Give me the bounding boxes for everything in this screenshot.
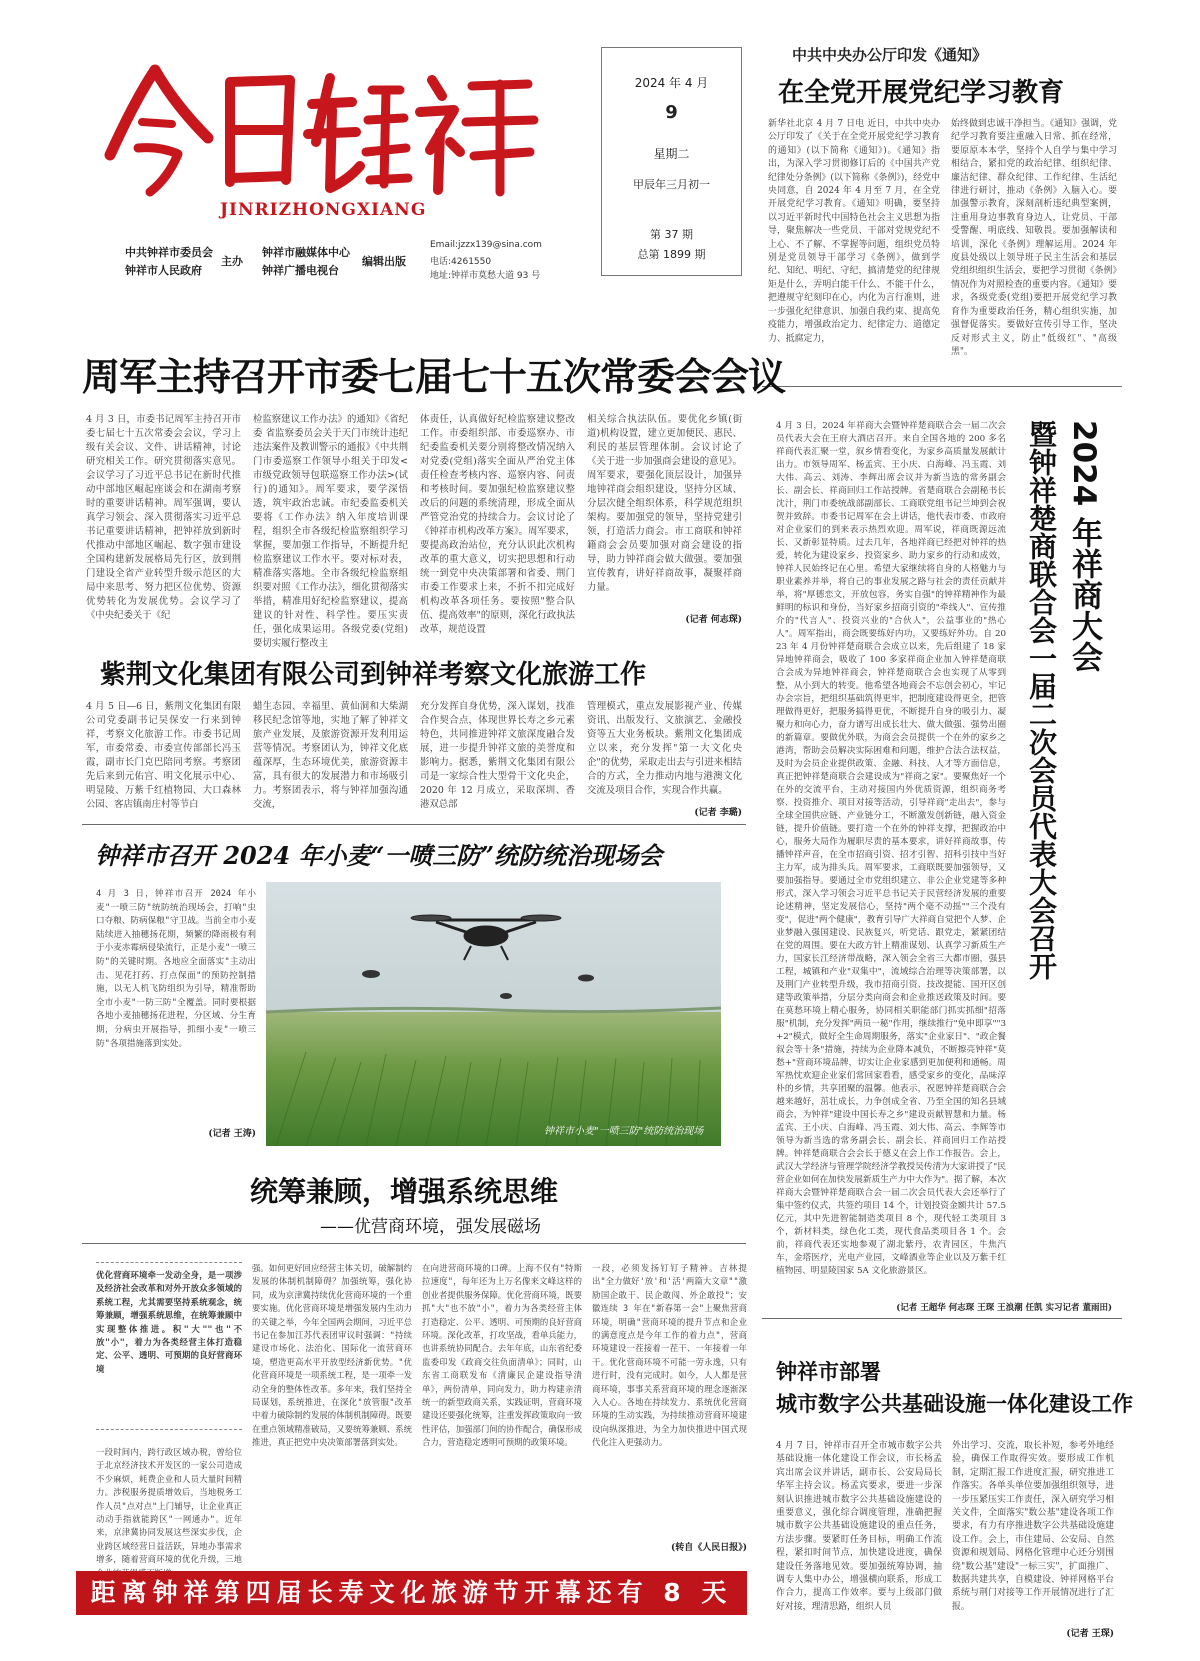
story-comment-col-2: 强。如何更好回应经营主体关切，破解制约发展的体制机制障碍？加强统筹，强化协同，成为京津冀持续优化营商环境的一个重要实施。优化营商环境是增强发展内生动力的关键之举，今年全国两会期间，习近平总书记在参加江苏代表团审议时强调："持续建设市场化、法治化、国际化一流营商环境，塑造更高水平开放型经济新优势。"优化营商环境是一项系统工程，是一项牵一发动全身的整体性改革。多年来，我们坚持全局谋划，系统推进，在深化"放管服"改革中着力破除制约发展的体制机制障碍。既要在重点领域精准破局，又要统筹兼顾、系统推进，真正把党中央决策部署落到实处。 <box>252 1263 412 1448</box>
story-business-byline: (记者 王超华 何志琛 王琛 王浪潮 任凯 实习记者 董雨田) <box>896 1303 1112 1313</box>
story-infra-col-1: 4 月 7 日，钟祥市召开全市城市数字公共基础设施一体化建设工作会议，市长杨孟宾出席会议并讲话，副市长、公安局局长华军主持会议。杨孟宾要求，要进一步深刻认识推进城市数字公共基础设施建设的重要意义，强化综合调度管理，准确把握城市数字公共基础设施建设的重点任务，方法步骤。要紧盯任务目标，明确工作流程，紧扣时间节点，加快建设进度，确保建设任务落地见效。要加强统筹协调，抽调专人集中办公，增强横向联系，形成工作合力，提高工作效率。要与上级部门做好对接，理清思路，组织人员 <box>776 1441 942 1612</box>
story-culture-col-3: 充分发挥自身优势，深入谋划，找准合作契合点，体现世界长寿之乡元素特色，共同推进钟祥文旅深度融合发展，进一步提升钟祥文旅的美誉度和影响力。据悉，紫荆文化集团有限公司是一家综合性大型骨干文化央企，2020 年 12 月成立，采取深圳、香港双总部 <box>420 701 575 810</box>
story-meeting-title: 周军主持召开市委七届七十五次常委会会议 <box>82 355 786 399</box>
story-meeting-col-2: 检监察建议工作办法》的通知》《省纪委 省监察委员会关于天门市统计违纪违法案件及教训警示的通报》《中共荆门市委巡察工作领导小组关于印发<市级党政领导包联巡察工作办法>(试行)的通知》。周军要求，要学深悟透，筑牢政治忠诚。市纪委监委机关要将《工作办法》纳入年度培训课程，组织全市各级纪检监察组织学习掌握，要加强工作指导，不断提升纪检监察建议工作水平。要对标对表，精准落实落地。全市各级纪检监察组织要对照《工作办法》，细化贯彻落实举措，精准用好纪检监察建议，提高建议的针对性、科学性。要压实责任，强化成果运用。各级党委(党组)要切实履行整改主 <box>253 414 408 649</box>
contact-email: Email:jzzx139@sina.com <box>430 240 542 250</box>
story-meeting-col-3: 体责任，认真做好纪检监察建议整改工作。市委组织部、市委巡察办、市纪委监委机关要分别将整改情况纳入对党委(党组)落实全面从严治党主体责任检查考核内容、巡察内容、问责和考核时间。要加强纪检监察建议整改后的问题的系统清理，形成全面从严管党治党的持续合力。会议讨论了《钟祥市机构改革方案》。周军要求，要提高政治站位，充分认识此次机构改革的重大意义，切实把思想和行动统一到党中央决策部署和省委、荆门市委工作要求上来，不折不扣完成好机构改革各项任务。要按照"整合队伍、提高效率"的原则，深化行政执法改革，规范设置 <box>420 414 575 635</box>
story-party-col-1: 新华社北京 4 月 7 日电 近日，中共中央办公厅印发了《关于在全党开展党纪学习教育的通知》(以下简称《通知》)。《通知》指出，为深入学习贯彻修订后的《中国共产党纪律处分条例》(以下简称《条例》)，经党中央同意，自 2024 年 4 月至 7 月，在全党开展党纪学习教育。《通知》明确，要坚持以习近平新时代中国特色社会主义思想为指导，聚焦解决一些党员、干部对党规党纪不上心、不了解、不掌握等问题，组织党员特别是党员领导干部学习《条例》，做到学纪、知纪、明纪、守纪，搞清楚党的纪律规矩是什么，弄明白能干什么、不能干什么，把遵规守纪刻印在心，内化为言行准则，进一步强化纪律意识、加强自我约束、提高免疫能力，增强政治定力、纪律定力、道德定力、抵腐定力， <box>768 119 940 344</box>
story-infra-byline: (记者 王琛) <box>1066 1629 1114 1639</box>
divider <box>82 824 746 825</box>
photo-caption: 钟祥市小麦"一喷三防"统防统治现场 <box>544 1126 704 1137</box>
story-culture-byline: (记者 李璐) <box>694 808 742 818</box>
story-comment-lead: 优化营商环境牵一发动全身，是一项涉及经济社会改革和对外开放众多领域的系统工程，尤其需要坚持系统观念，统筹兼顾，增强系统思维，在统筹兼顾中实现整体推进。积"大""也"不放"小"，着力为各类经营主体打造稳定、公平、透明、可预期的良好营商环境 <box>96 1270 242 1374</box>
story-comment-title: 统筹兼顾，增强系统思维 <box>250 1175 559 1208</box>
story-infra-col-2: 外出学习、交流，取长补短，参考外地经验，确保工作取得实效。要形成工作机制，定期汇报工作进度汇报，研究推进工作落实。各单头单位要加强组织领导，进一步压紧压实工作责任，深入研究学习相关文件，全面落实"数公基"建设各项工作要求，有力有序推进数字公共基础设施建设工作。会上，市住建局、公安局、自然资源和规划局、网格化管理中心还分别围绕"数公基"建设"一标三实"，扩面推广、数据共建共享，自模建设、钟祥网格平台系统与荆门对接等工作开展情况进行了汇报。 <box>952 1441 1114 1612</box>
story-culture-title: 紫荆文化集团有限公司到钟祥考察文化旅游工作 <box>100 660 647 690</box>
story-comment-lead-box <box>96 1262 242 1430</box>
divider <box>762 1318 1122 1319</box>
publisher-line-2: 钟祥广播电视台 <box>262 264 339 277</box>
date-day: 9 <box>665 102 678 123</box>
story-party-kicker: 中共中央办公厅印发《通知》 <box>792 46 988 64</box>
story-comment-col-4: 一段，必须发扬钉钉子精神。吉林提出"全力做好'放'和'活'两篇大文章""激励国企敢干、民企敢闯、外企敢投"；安徽连续 3 年在"新春第一会"上聚焦营商环境，明确"营商环境的提升节点和企业的满意度点是今年工作的着力点"，营商环境建设一茬接着一茬干、一年接着一年干。优化营商环境不可能一劳永逸，只有进行时，没有完成时。如今，人人都是营商环境，事事关系营商环境的理念逐渐深入人心。各地在持续发力、系统优化营商环境的生动实践，为持续推动营商环境建设向纵深推进，为全力加快推进中国式现代化注入更强动力。 <box>592 1263 747 1448</box>
story-party-title: 在全党开展党纪学习教育 <box>778 78 1065 108</box>
story-meeting-col-1: 4 月 3 日，市委书记周军主持召开市委七届七十五次常委会会议，学习上级有关会议、文件、讲话精神，讨论研究相关工作。研究贯彻落实意见。会议学习了习近平总书记在新时代推动中部地区崛起座谈会和在湖南考察时的重要讲话精神。周军强调，要认真学习领会、深入贯彻落实习近平总书记重要讲话精神，把钟祥放到新时代推动中部地区崛起、数字强市建设全国构建新发展格局先行区，放到荆门建设全省产业转型升级示范区的大局中来思考、努力把区位优势、资源优势转化为发展优势。会议学习了《中央纪委关于《纪 <box>86 414 241 621</box>
date-lunar: 甲辰年三月初一 <box>633 178 710 191</box>
story-business-title-line-1: 2024 年祥商大会 <box>1066 420 1102 673</box>
masthead-pinyin: JINRIZHONGXIANG <box>220 200 427 220</box>
date-weekday: 星期二 <box>653 147 690 161</box>
sponsor-role: 主办 <box>221 255 243 268</box>
sponsor-line-2: 钟祥市人民政府 <box>125 264 202 277</box>
story-comment-byline: (转自《人民日报》) <box>670 1543 747 1553</box>
contact-address: 地址:钟祥市莫愁大道 93 号 <box>430 271 541 281</box>
issue-number: 第 37 期 <box>650 228 693 241</box>
story-party-col-2: 始终做到忠诚干净担当。《通知》强调，党纪学习教育要注重融入日常、抓在经常，要原原本本学，坚持个人自学与集中学习相结合，紧扣党的政治纪律、组织纪律、廉洁纪律、群众纪律、工作纪律、生活纪律进行研讨，推动《条例》入脑入心。要加强警示教育，深刻剖析违纪典型案例，注重用身边事教育身边人，让党员、干部受警醒、明底线、知敬畏。要加强解读和培训，深化《条例》理解运用。2024 年度县处级以上领导班子民主生活会和基层党组织组织生活会，要把学习贯彻《条例》情况作为对照检查的重要内容。《通知》要求，各级党委(党组)要把开展党纪学习教育作为重要政治任务，精心组织实施，加强督促落实。要做好宣传引导工作，坚决反对形式主义，防止"低级红"、"高级黑"。 <box>951 119 1117 357</box>
sponsor-line-1: 中共钟祥市委员会 <box>125 246 213 259</box>
date-year-month: 2024 年 4 月 <box>634 76 709 90</box>
story-wheat-title: 钟祥市召开 2024 年小麦“一喷三防”统防统治现场会 <box>95 841 663 870</box>
story-culture-col-2: 蜡生态园、幸福里、黄仙洞和大柴湖移民纪念馆等地，实地了解了钟祥文旅产业发展，及旅游资源开发利用运营等情况。考察团认为，钟祥文化底蕴深厚，生态环境优美，旅游资源丰富，具有很大的发展潜力和市场吸引力。考察团表示，将与钟祥加强沟通交流， <box>253 701 408 810</box>
story-meeting-byline: (记者 何志琛) <box>685 615 742 625</box>
story-infra-title-line-2: 城市数字公共基础设施一体化建设工作 <box>776 1391 1133 1416</box>
story-wheat-byline: (记者 王涛) <box>208 1129 256 1139</box>
story-comment-col-1: 一段时间内，跨行政区域办税，曾给位于北京经济技术开发区的一家公司造成不少麻烦，耗费企业和人员大量时间精力。涉税服务提质增效后，当地税务工作人员"点对点"上门辅导，让企业真正动动手指就能跨区"一网通办"。近年来，京津冀协同发展这些深实步伐，企业跨区域经营日益活跃，异地办事需求增多，随着营商环境的优化升级，三地 <box>96 1447 242 1565</box>
issue-total: 总第 1899 期 <box>637 248 706 261</box>
wheat-field-photo <box>266 882 721 1146</box>
story-business-title-line-2: 暨钟祥楚商联合会一届二次会员代表大会召开 <box>1025 420 1058 980</box>
story-meeting-col-4: 相关综合执法队伍。要优化乡镇(街道)机构设置，建立更加便民、惠民、利民的基层管理体制。会议讨论了《关于进一步加强商会建设的意见》。周军要求，要强化顶层设计，加强异地钟祥商会组织建设，坚持分区域、分层次健全组织体系，科学规范组织架构。要加强党的领导，坚持党建引领，打造活力商会。市工商联和钟祥籍商会会员要加强对商会建设的指导，助力钟祥商会做大做强。要加强宣传教育，讲好祥商故事，凝聚祥商力量。 <box>587 414 742 593</box>
contact-phone: 电话:4261550 <box>430 257 492 267</box>
story-comment-col-3: 在向进营商环境的口碑。上海不仅有"特斯拉速度"，每年还为上万名像来文峰这样的创业者提供服务保障。优化营商环境，既要抓"大"也不放"小"，着力为各类经营主体打造稳定、公平、透明、可预期的良好营商环境。深化改革，打攻坚战，看单兵能力，也讲系统协同配合。去年年底，山东省纪委监委印发《政商交往负面清单》；同时，山东省工商联发布《清廉民企建设指导清单》，两份清单，同向发力，助力构建亲清统一的新型政商关系，实践证明，营商环境建设还要强化统筹，注重发挥政策取向一致性评估，加强部门间的协作配合，确保形成合力，营造稳定透明可预期的政策环境。 <box>422 1263 582 1448</box>
festival-countdown-banner: 距离钟祥第四届长寿文化旅游节开幕还有 8 天 <box>76 1571 747 1615</box>
story-wheat-body: 4 月 3 日，钟祥市召开 2024 年小麦"一喷三防"统防统治现场会，打响"虫口夺粮、防病保粮"守卫战。当前全市小麦陆续进入抽穗扬花期，频繁的降雨极有利于小麦赤霉病侵染流行，正是小麦"一喷三防"的关键时期。各地应全面落实"主动出击、见花打药、打点保面"的预防控制措施，以无人机飞防组织为引导，精准帮助全市小麦"一防三防"全覆盖。同时要根据各地小麦抽穗扬花进程，分区域、分生育期，分病虫开展指导，抓细小麦"一喷三防"各项措施落到实处。 <box>96 889 256 1049</box>
story-comment-subtitle: ——优营商环境，强发展磁场 <box>320 1217 541 1237</box>
divider <box>82 1243 746 1244</box>
publisher-line-1: 钟祥市融媒体中心 <box>262 246 350 259</box>
date-box <box>601 47 742 276</box>
divider <box>762 386 1122 387</box>
story-business-body: 4 月 3 日，2024 年祥商大会暨钟祥楚商联合会一届二次会员代表大会在王府大酒店召开。来自全国各地的 200 多名祥商代表汇聚一堂，叙乡情看变化，为家乡高质量发展献计出力。市领导周军、杨孟宾、王小庆、白海峰、冯玉霞、刘大伟、高云、刘涛、李辉出席会议并为新当选的常务副会长、副会长、祥商回归工作站授牌。省楚商联合会副秘书长沈汁，荆门市委统战部副部长、工商联党组书记兰坤到会祝贺并致辞。市委书记周军在会上讲话，他代表市委、市政府对企业家们的到来表示热烈欢迎。周军说，祥商既源远流长、又新彰显特质。过去几年，各地祥商已经把对钟祥的热爱，转化为建设家乡、投资家乡、助力家乡的行动和成效，钟祥人民始终记在心里。希望大家继续将自身的人格魅力与职业素养并举，将自己的事业发展之路与社会的责任贡献并举，将"厚德恋文，开放包容，务实自强"的钟祥精神作为最鲜明的标识和身份，当好家乡招商引资的"牵线人"、宣传推介的"代言人"、投资兴业的"合伙人"，公益事业的"热心人"。周军指出，商会既要练好内功，又要练好外功。自 2023 年 4 月份钟祥楚商联合会成立以来，先后组建了 18 家异地钟祥商会，吸收了 100 多家祥商企业加入钟祥楚商联合会成为异地钟祥商会，钟祥楚商联合会也实现了从零到整，从小到大的转变。他希望各地商会不忘创会初心，牢记办会宗旨，把组织基础筑得更牢，把制度建设得更全，把管理做得更好，把服务搞得更优，不断提升自身的吸引力、凝聚力和向心力，奋力谱写出成长壮大、做大做强、强势出圈的新篇章。要做优外联，为商会会员提供一个在外的家乡之港湾，帮助会员解决实际困难和问题，维护合法合法权益，及时为会员企业提供政策、金融、科技、人才等方面信息，真正把钟祥楚商联合会建设成为"祥商之家"。要聚焦好一个在外的交流平台，主动对接国内外优质资源，组织商务考察、投资推介、项目对接等活动，引导祥商"走出去"，参与全球全国供应链、产业链分工，不断激发创新链，融入资金链，提升价值链。要打造一个在外的钟祥支撑，把握政治中心，服务大局作为履职尽责的基本要求，讲好祥商故事，传播钟祥声音，在全市招商引资、招才引智、招科引技中当好主力军，成为排头兵。周军要求，工商联既要加强领导，又要加强指导。要通过全市党组织建立、非公企业党建等多种形式，深入学习领会习近平总书记关于民营经济发展的重要论述精神，坚定发展信心，坚持"两个毫不动摇""三个没有变"，促进"两个健康"，教育引导广大祥商自觉把个人梦、企业梦融入强国建设、民族复兴，听党话、跟党走，紧紧团结在党的周围。要在大政方针上精准谋划、认真学习新质生产力，国家长江经济带战略，深入领会全省三大都市圈，强县工程，城镇和产业"双集中"，流域综合治理等决策部署，以及荆门产业转型升级，我市招商引资、技改提能、国开区创建等政策举措，分层分类向商会和企业推送政策及时间。要在莫愁环境上精心服务，协同相关职能部门抓实抓细"招落服"机制，充分发挥"两员一秘"作用，继续推行"免申即享""3+2"模式，做好全生命周期服务，落实"企业家日"、"政企餐叙会等十条"措施，持续为企业降本减负，不断擦亮钟祥"莫愁+"营商环境品牌，切实让企业家感到更加便利和通畅。周军热忱欢迎企业家们常回家看看，感受家乡的变化，品味淳朴的乡情，共享团聚的温馨。他表示，祝愿钟祥楚商联合会越来越好，茁壮成长，力争创成全省、乃至全国的知名县域商会，为钟祥"建设中国长寿之乡"建设贡献智慧和力量。杨孟宾、王小庆、白海峰、冯玉霞、刘大伟、高云、李辉等市领导为新当选的常务副会长、副会长、祥商回归工作站授牌。钟祥楚商联合会会长于德义在会上作工作报告。会上，武汉大学经济与管理学院经济学教授吴传清为大家讲授了"民营企业如何在加快发展新质生产力中大作为"。据了解，本次祥商大会暨钟祥楚商联合会一届二次会员代表大会还举行了集中签约仪式，共签约项目 14 个，计划投资金额共计 57.5 亿元，其中先进智能制造类项目 8 个，现代轻工类项目 3 个，新材料类，绿色化工类，现代食品类项目各 1 个。会前，祥商代表还实地参观了湖北紫丹，农青园区，牛焦汽车，金塔医疗，光电产业园，文峰酒业等企业以及万紫千红植物园、明显陵国家 5A 文化旅游景区。 <box>776 421 1006 1276</box>
publisher-role: 编辑出版 <box>362 255 406 268</box>
story-infra-title-line-1: 钟祥市部署 <box>776 1359 881 1384</box>
story-culture-col-1: 4 月 5 日—6 日，紫荆文化集团有限公司党委副书记吴保安一行来到钟祥，考察文化旅游工作。市委书记周军，市委常委、市委宣传部部长冯玉霞，副市长门克巴陪同考察。考察团先后来到元佑宫、明文化展示中心、明显陵、万紫千红植物园、大口森林公园、客店镇南庄村等节白 <box>86 701 241 810</box>
drone-field-image <box>266 882 721 1146</box>
story-culture-col-4: 管理模式，重点发展影视产业、传媒资讯、出版发行、文旅演艺、金融投资等五大业务板块。紫荆文化集团成立以来，充分发挥"第一大文化央企"的优势，采取走出去与引进来相结合的方式，全力推动内地与港澳文化交流及项目合作，实现合作共赢。 <box>587 701 742 796</box>
newspaper-logo <box>80 60 540 200</box>
